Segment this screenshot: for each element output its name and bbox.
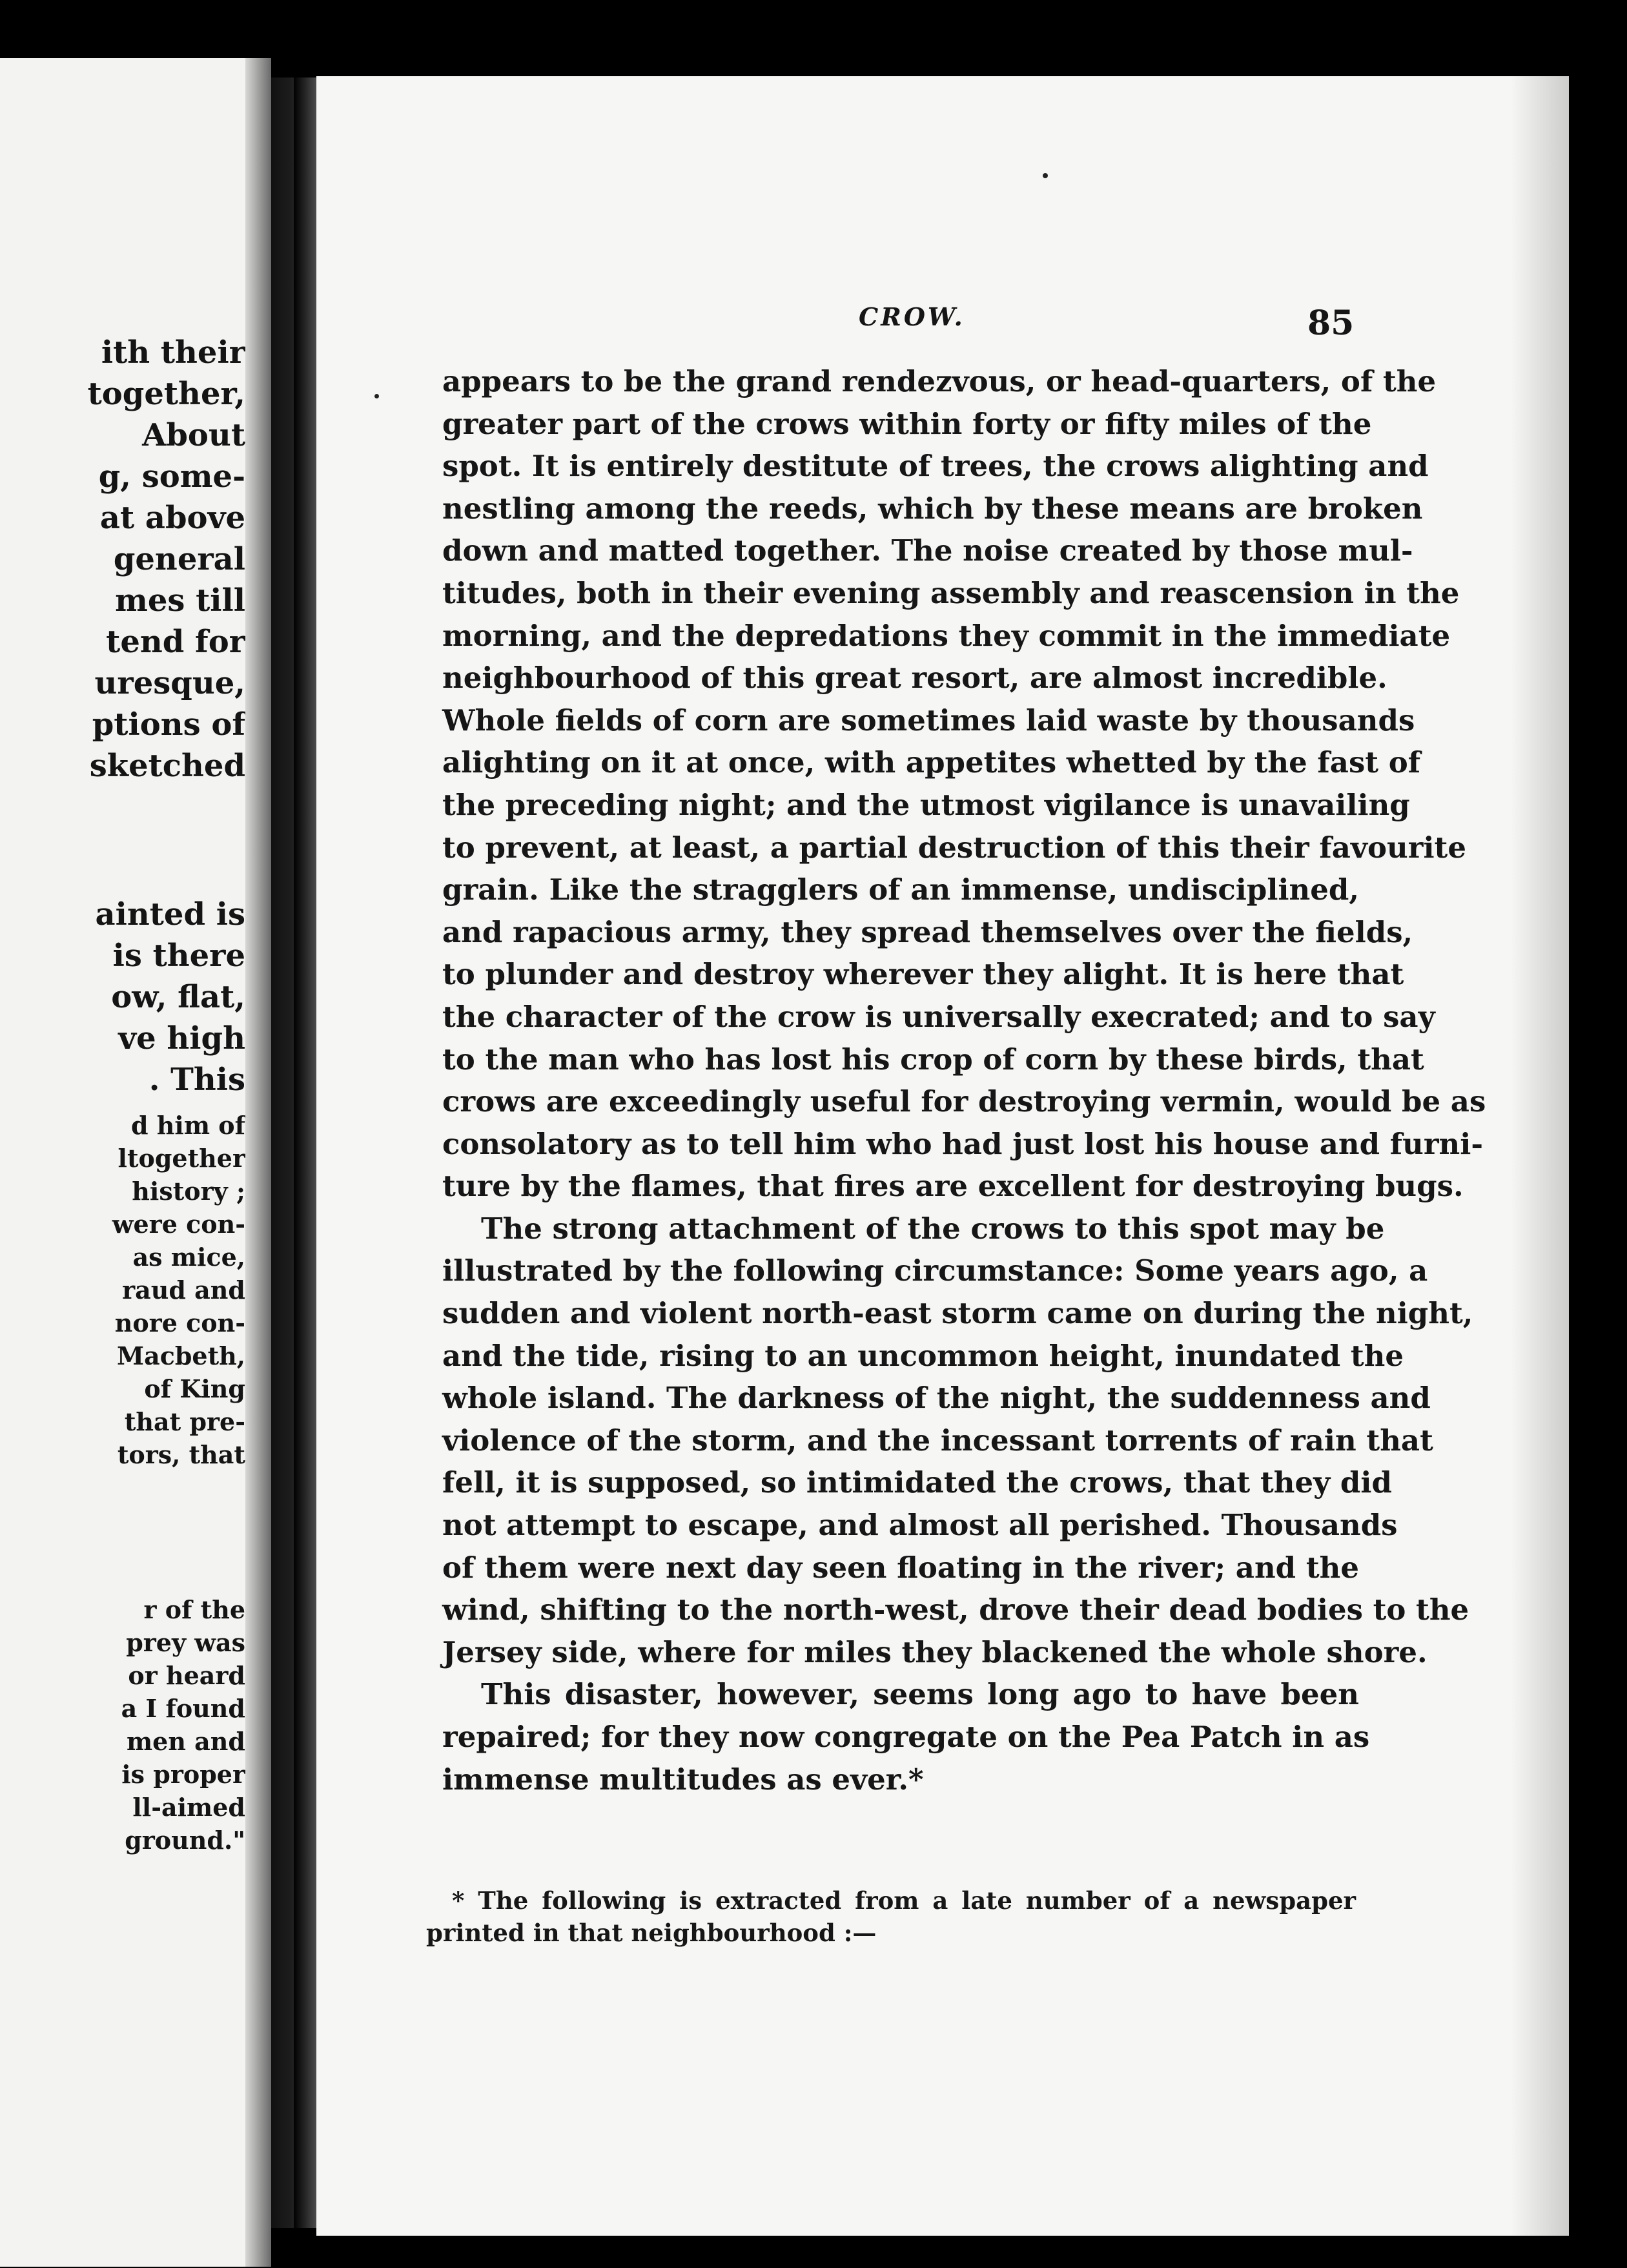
text-line: grain. Like the stragglers of an immense, undisciplined, (442, 872, 1359, 907)
text-line: of them were next day seen floating in the river; and the (442, 1550, 1359, 1585)
text-line: crows are exceedingly useful for destroying vermin, would be as (442, 1084, 1486, 1119)
left-note-line: ground." (125, 1826, 245, 1855)
left-note-line: prey was (126, 1628, 245, 1657)
text-line: whole island. The darkness of the night, the suddenness and (442, 1381, 1431, 1416)
text-line: to plunder and destroy wherever they alight. It is here that (442, 957, 1404, 992)
left-note-line: a I found (121, 1694, 245, 1723)
left-line: at above (99, 500, 245, 536)
text-line: nestling among the reeds, which by these means are broken (442, 491, 1423, 526)
right-page (316, 76, 1569, 2236)
text-line: The strong attachment of the crows to this spot may be (481, 1211, 1385, 1246)
left-note-line: ltogether (118, 1144, 245, 1173)
print-speck (374, 394, 379, 398)
text-line: violence of the storm, and the incessant torrents of rain that (442, 1423, 1433, 1458)
print-speck (1043, 173, 1048, 178)
text-line: not attempt to escape, and almost all perished. Thousands (442, 1508, 1398, 1543)
left-line: is there (112, 938, 245, 974)
text-line: wind, shifting to the north-west, drove their dead bodies to the (442, 1593, 1469, 1627)
text-line: to the man who has lost his crop of corn by these birds, that (442, 1042, 1424, 1077)
body-text (442, 360, 1486, 1800)
text-line: greater part of the crows within forty or fifty miles of the (442, 406, 1372, 441)
left-page-curve-shadow (245, 58, 271, 2267)
left-line: About (142, 417, 245, 453)
text-line: Whole fields of corn are sometimes laid waste by thousands (442, 703, 1415, 737)
left-note-line: nore con- (114, 1308, 245, 1337)
running-title: CROW. (859, 302, 965, 331)
text-line: appears to be the grand rendezvous, or head-quarters, of the (442, 364, 1437, 398)
running-head (316, 302, 1569, 347)
text-line: spot. It is entirely destitute of trees, the crows alighting and (442, 449, 1429, 484)
gutter-shadow (294, 77, 316, 2228)
left-note-line: that pre- (124, 1407, 245, 1436)
left-note-line: history ; (132, 1177, 245, 1206)
left-line: together, (87, 376, 245, 412)
left-note-line: were con- (112, 1210, 245, 1239)
page-number: 85 (1307, 304, 1355, 343)
text-line: ture by the flames, that fires are excellent for destroying bugs. (442, 1169, 1464, 1204)
left-line: uresque, (94, 665, 245, 701)
text-line: neighbourhood of this great resort, are almost incredible. (442, 661, 1387, 696)
left-line: ith their (101, 335, 245, 371)
text-line: down and matted together. The noise created by those mul- (442, 533, 1413, 568)
left-line: ve high (118, 1020, 245, 1057)
left-line: ptions of (92, 706, 245, 743)
left-line: . This (148, 1062, 245, 1098)
text-line: illustrated by the following circumstance: Some years ago, a (442, 1253, 1428, 1288)
text-line: and the tide, rising to an uncommon height, inundated the (442, 1338, 1404, 1373)
left-line: ow, flat, (111, 979, 245, 1015)
text-line: morning, and the depredations they commit in the immediate (442, 618, 1451, 653)
footnote (426, 1884, 1356, 1949)
text-line: immense multitudes as ever.* (442, 1762, 924, 1797)
text-line: titudes, both in their evening assembly and reascension in the (442, 575, 1460, 610)
text-line: the character of the crow is universally execrated; and to say (442, 999, 1435, 1034)
left-line: tend for (106, 624, 245, 660)
left-note-line: Macbeth, (117, 1341, 245, 1370)
left-note-line: men and (126, 1727, 245, 1756)
left-note-line: is proper (121, 1760, 245, 1789)
text-line: and rapacious army, they spread themselves over the fields, (442, 914, 1413, 949)
footnote-line: printed in that neighbourhood :— (426, 1919, 877, 1947)
left-facing-page (0, 58, 271, 2267)
text-line: fell, it is supposed, so intimidated the crows, that they did (442, 1465, 1392, 1500)
left-line: g, some- (98, 459, 245, 495)
left-note-line: or heard (128, 1661, 245, 1690)
text-line: to prevent, at least, a partial destruction of this their favourite (442, 830, 1466, 865)
footnote-line: * The following is extracted from a late number of a newspaper (452, 1886, 1356, 1915)
left-note-line: ll-aimed (132, 1793, 245, 1822)
left-line: sketched (89, 748, 245, 784)
text-line: Jersey side, where for miles they blackened the whole shore. (442, 1634, 1427, 1669)
left-note-line: r of the (143, 1595, 245, 1624)
text-line: sudden and violent north-east storm came on during the night, (442, 1296, 1473, 1331)
left-note-line: d him of (131, 1111, 245, 1140)
text-line: repaired; for they now congregate on the Pea Patch in as (442, 1720, 1370, 1754)
text-line: alighting on it at once, with appetites whetted by the fast of (442, 745, 1421, 780)
text-line: consolatory as to tell him who had just lost his house and furni- (442, 1126, 1484, 1161)
text-line: This disaster, however, seems long ago to have been (481, 1677, 1359, 1712)
text-line: the preceding night; and the utmost vigilance is unavailing (442, 787, 1410, 822)
left-note-line: as mice, (132, 1242, 245, 1272)
left-note-line: tors, that (117, 1440, 245, 1469)
left-line: ainted is (95, 896, 245, 933)
left-note-line: raud and (122, 1275, 245, 1304)
left-line: general (113, 541, 245, 577)
left-note-line: of King (144, 1374, 245, 1403)
page-edge-shadow (1511, 76, 1569, 2236)
left-page-text (0, 58, 245, 2267)
left-line: mes till (115, 582, 245, 619)
